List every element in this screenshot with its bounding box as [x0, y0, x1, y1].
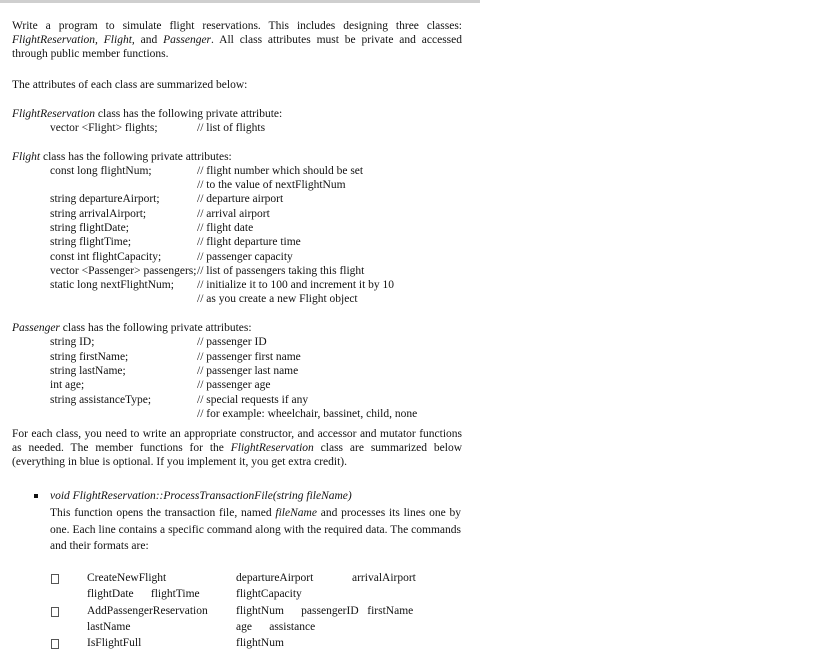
- passenger-attr-comment: // passenger first name: [197, 351, 301, 363]
- command-param: flightDate flightTime: [87, 588, 200, 600]
- checkbox-icon: [51, 574, 59, 584]
- command-name: AddPassengerReservation: [87, 605, 208, 617]
- flight-attr-comment: // list of passengers taking this flight: [197, 265, 365, 277]
- flight-class-heading: Flight class has the following private attributes:: [12, 151, 232, 163]
- flight-attr-comment: // initialize it to 100 and increment it by 10: [197, 279, 395, 291]
- command-name: CreateNewFlight: [87, 572, 167, 584]
- member-functions-paragraph: For each class, you need to write an appropriate constructor, and accessor and mutator functions as needed. The member functions for the FlightReservation class are summarized below (everything in blue is optional. If you implement it, you get extra credit).: [12, 428, 462, 469]
- flight-attr-comment: // as you create a new Flight object: [197, 293, 358, 305]
- command-param: departureAirport: [236, 572, 314, 584]
- passenger-attr-decl: string lastName;: [50, 365, 126, 377]
- passenger-attr-decl: string assistanceType;: [50, 394, 152, 406]
- intro-summary: The attributes of each class are summarized below:: [12, 79, 248, 91]
- command-name: IsFlightFull: [87, 637, 142, 649]
- flight-attr-decl: static long nextFlightNum;: [50, 279, 174, 291]
- command-param: arrivalAirport: [352, 572, 416, 584]
- fr-attr-comment: // list of flights: [197, 122, 266, 134]
- checkbox-icon: [51, 607, 59, 617]
- passenger-attr-decl: int age;: [50, 379, 85, 391]
- command-param: age assistance: [236, 621, 316, 633]
- flight-attr-decl: string departureAirport;: [50, 193, 160, 205]
- passenger-attr-comment: // passenger age: [197, 379, 271, 391]
- function-signature: void FlightReservation::ProcessTransactionFile(string fileName): [50, 490, 352, 502]
- flight-attr-comment: // passenger capacity: [197, 251, 293, 263]
- fr-class-heading: FlightReservation class has the following private attribute:: [12, 108, 283, 120]
- flight-attr-comment: // to the value of nextFlightNum: [197, 179, 346, 191]
- passenger-attr-comment: // for example: wheelchair, bassinet, child, none: [197, 408, 418, 420]
- command-param: lastName: [87, 621, 131, 633]
- fr-attr-decl: vector <Flight> flights;: [50, 122, 158, 134]
- passenger-attr-decl: string ID;: [50, 336, 95, 348]
- passenger-attr-comment: // passenger last name: [197, 365, 299, 377]
- passenger-attr-comment: // passenger ID: [197, 336, 267, 348]
- passenger-class-heading: Passenger class has the following private attributes:: [12, 322, 252, 334]
- flight-attr-decl: const long flightNum;: [50, 165, 152, 177]
- passenger-attr-comment: // special requests if any: [197, 394, 309, 406]
- command-param: flightCapacity: [236, 588, 302, 600]
- flight-attr-decl: string flightTime;: [50, 236, 132, 248]
- flight-attr-decl: string arrivalAirport;: [50, 208, 147, 220]
- flight-attr-decl: vector <Passenger> passengers;: [50, 265, 197, 277]
- checkbox-icon: [51, 639, 59, 649]
- command-param: flightNum: [236, 637, 284, 649]
- flight-attr-decl: const int flightCapacity;: [50, 251, 162, 263]
- bullet-icon: [34, 494, 38, 498]
- function-description: This function opens the transaction file, named fileName and processes its lines one by one. Each line contains a specific command along with the required data. The commands and their formats are:: [50, 507, 461, 552]
- flight-attr-comment: // departure airport: [197, 193, 284, 205]
- flight-attr-comment: // flight departure time: [197, 236, 301, 248]
- flight-attr-comment: // flight date: [197, 222, 254, 234]
- passenger-attr-decl: string firstName;: [50, 351, 129, 363]
- intro-paragraph: Write a program to simulate flight reservations. This includes designing three classes: FlightReservation, Flight, and Passenger. All class attributes must be private and accessed through public member functions.: [12, 20, 462, 61]
- command-param: flightNum passengerID firstName: [236, 605, 414, 617]
- flight-attr-comment: // flight number which should be set: [197, 165, 364, 177]
- flight-attr-comment: // arrival airport: [197, 208, 270, 220]
- flight-attr-decl: string flightDate;: [50, 222, 129, 234]
